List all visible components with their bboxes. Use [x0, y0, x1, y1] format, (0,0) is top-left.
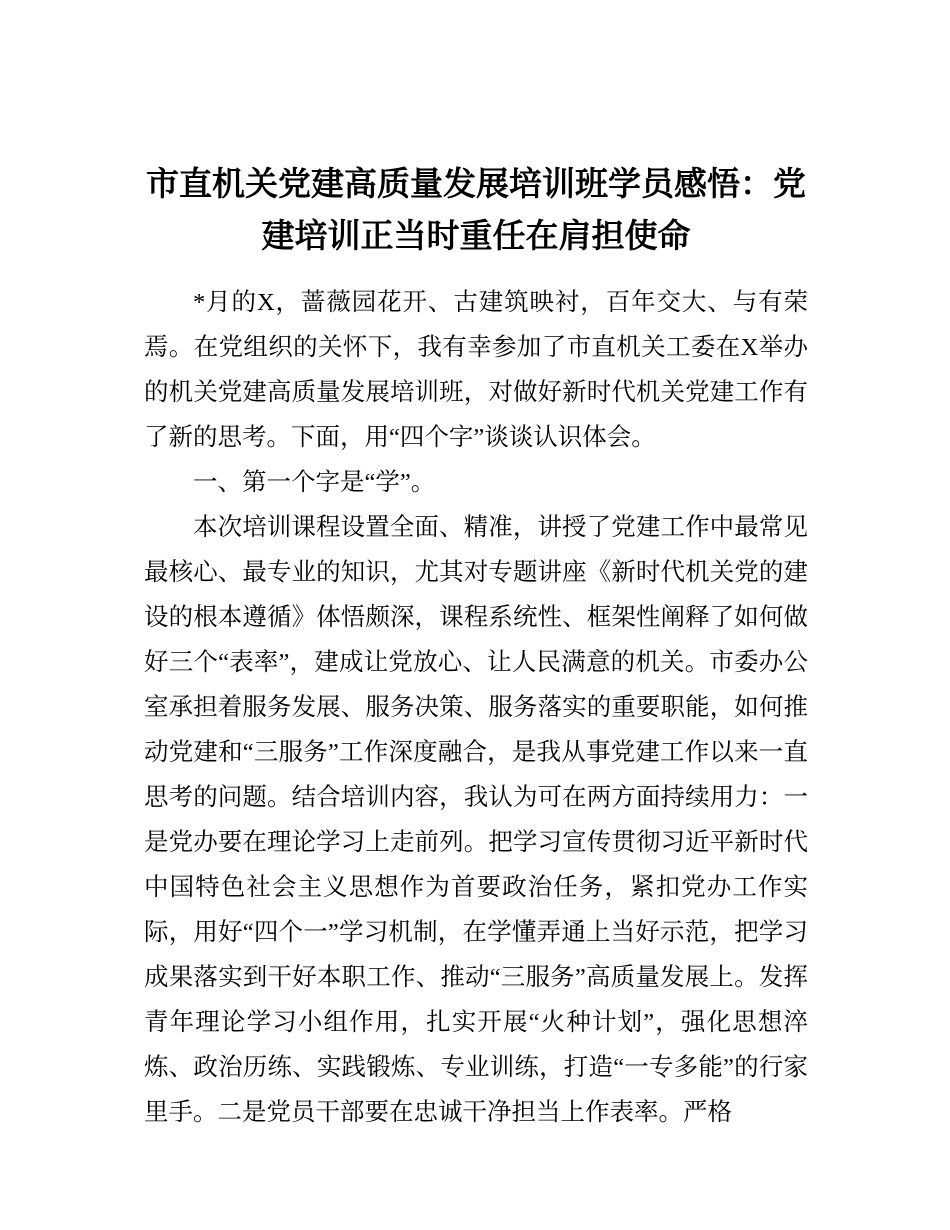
document-title: 市直机关党建高质量发展培训班学员感悟：党建培训正当时重任在肩担使命: [146, 165, 806, 254]
paragraph-section-heading: 一、第一个字是“学”。: [193, 469, 436, 496]
paragraph-body: 本次培训课程设置全面、精准，讲授了党建工作中最常见最核心、最专业的知识，尤其对专题讲座《新时代机关党的建设的根本遵循》体悟颇深，课程系统性、框架性阐释了如何做好三个“表率”，建成让党放心、让人民满意的机关。市委办公室承担着服务发展、服务决策、服务落实的重要职能，如何推动党建和“三服务”工作深度融合，是我从事党建工作以来一直思考的问题。结合培训内容，我认为可在两方面持续用力：一是党办要在理论学习上走前列。把学习宣传贯彻习近平新时代中国特色社会主义思想作为首要政治任务，紧扣党办工作实际，用好“四个一”学习机制，在学懂弄通上当好示范，把学习成果落实到干好本职工作、推动“三服务”高质量发展上。发挥青年理论学习小组作用，扎实开展“火种计划”，强化思想淬炼、政治历练、实践锻炼、专业训练，打造“一专多能”的行家里手。二是党员干部要在忠诚干净担当上作表率。严格: [144, 514, 808, 1126]
paragraph-intro: *月的X，蔷薇园花开、古建筑映衬，百年交大、与有荣焉。在党组织的关怀下，我有幸参加了市直机关工委在X举办的机关党建高质量发展培训班，对做好新时代机关党建工作有了新的思考。下面，用“四个字”谈谈认识体会。: [144, 289, 808, 451]
